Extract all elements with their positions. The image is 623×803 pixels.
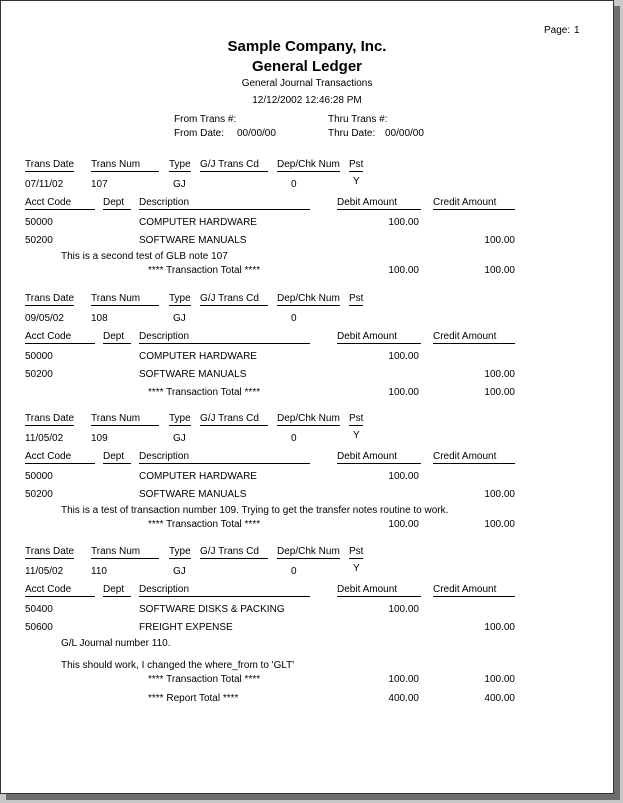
col-header-acct-code: Acct Code xyxy=(25,331,72,342)
credit-amount: 100.00 xyxy=(484,235,515,246)
posted-flag: Y xyxy=(353,563,360,574)
dep-chk-num: 0 xyxy=(291,566,297,577)
col-header-underline xyxy=(433,343,515,344)
col-header-underline xyxy=(349,425,363,426)
col-header-underline xyxy=(169,558,191,559)
col-header-underline xyxy=(200,558,268,559)
col-header-type: Type xyxy=(169,546,191,557)
col-header-underline xyxy=(277,558,340,559)
report-datetime: 12/12/2002 12:46:28 PM xyxy=(252,95,362,106)
col-header-underline xyxy=(139,463,310,464)
col-header-underline xyxy=(349,171,363,172)
from-date-label: From Date: xyxy=(174,128,225,139)
debit-amount: 100.00 xyxy=(388,351,419,362)
col-header-underline xyxy=(25,171,74,172)
thru-date-value: 00/00/00 xyxy=(385,128,424,139)
col-header-underline xyxy=(349,305,363,306)
transaction-note: This should work, I changed the where_from to 'GLT' xyxy=(61,660,295,671)
line-description: SOFTWARE DISKS & PACKING xyxy=(139,604,285,615)
col-header-underline xyxy=(103,596,131,597)
transaction-total-debit: 100.00 xyxy=(388,265,419,276)
col-header-underline xyxy=(139,209,310,210)
line-description: SOFTWARE MANUALS xyxy=(139,489,247,500)
line-description: COMPUTER HARDWARE xyxy=(139,471,257,482)
trans-num: 109 xyxy=(91,433,108,444)
credit-amount: 100.00 xyxy=(484,622,515,633)
posted-flag: Y xyxy=(353,430,360,441)
transaction-total-debit: 100.00 xyxy=(388,674,419,685)
col-header-gj-trans-cd: G/J Trans Cd xyxy=(200,159,259,170)
trans-type: GJ xyxy=(173,313,186,324)
trans-num: 108 xyxy=(91,313,108,324)
col-header-underline xyxy=(200,425,268,426)
trans-date: 07/11/02 xyxy=(25,179,64,190)
dep-chk-num: 0 xyxy=(291,313,297,324)
transaction-total-debit: 100.00 xyxy=(388,519,419,530)
acct-code: 50200 xyxy=(25,369,53,380)
from-date-value: 00/00/00 xyxy=(237,128,276,139)
page-number: 1 xyxy=(574,25,580,36)
col-header-pst: Pst xyxy=(349,546,364,557)
col-header-underline xyxy=(25,425,74,426)
col-header-underline xyxy=(200,171,268,172)
col-header-underline xyxy=(433,209,515,210)
col-header-trans-date: Trans Date xyxy=(25,546,75,557)
acct-code: 50200 xyxy=(25,489,53,500)
col-header-debit-amount: Debit Amount xyxy=(337,584,398,595)
col-header-credit-amount: Credit Amount xyxy=(433,451,497,462)
col-header-underline xyxy=(25,463,95,464)
col-header-underline xyxy=(337,596,421,597)
transaction-total-credit: 100.00 xyxy=(484,265,515,276)
credit-amount: 100.00 xyxy=(484,369,515,380)
company-name: Sample Company, Inc. xyxy=(227,38,387,55)
transaction-total-label: **** Transaction Total **** xyxy=(148,387,261,398)
page-label: Page: xyxy=(544,25,571,36)
col-header-underline xyxy=(349,558,363,559)
transaction-total-credit: 100.00 xyxy=(484,387,515,398)
col-header-dept: Dept xyxy=(103,197,125,208)
col-header-description: Description xyxy=(139,331,190,342)
col-header-dep-chk-num: Dep/Chk Num xyxy=(277,159,340,170)
col-header-underline xyxy=(337,209,421,210)
col-header-underline xyxy=(337,343,421,344)
transaction-total-debit: 100.00 xyxy=(388,387,419,398)
transaction-note: This is a test of transaction number 109. Trying to get the transfer notes routine to work. xyxy=(61,505,449,516)
col-header-underline xyxy=(103,463,131,464)
col-header-underline xyxy=(337,463,421,464)
col-header-dept: Dept xyxy=(103,451,125,462)
col-header-underline xyxy=(169,305,191,306)
col-header-trans-date: Trans Date xyxy=(25,159,75,170)
col-header-underline xyxy=(91,171,159,172)
line-description: FREIGHT EXPENSE xyxy=(139,622,233,633)
col-header-trans-date: Trans Date xyxy=(25,413,75,424)
trans-date: 09/05/02 xyxy=(25,313,64,324)
col-header-acct-code: Acct Code xyxy=(25,197,72,208)
acct-code: 50000 xyxy=(25,351,53,362)
col-header-trans-num: Trans Num xyxy=(91,546,141,557)
col-header-debit-amount: Debit Amount xyxy=(337,331,398,342)
trans-type: GJ xyxy=(173,566,186,577)
report-title: General Ledger xyxy=(251,58,363,75)
transaction-total-credit: 100.00 xyxy=(484,519,515,530)
col-header-gj-trans-cd: G/J Trans Cd xyxy=(200,546,259,557)
acct-code: 50400 xyxy=(25,604,53,615)
report-total-credit: 400.00 xyxy=(484,693,515,704)
transaction-note: This is a second test of GLB note 107 xyxy=(61,251,228,262)
col-header-underline xyxy=(277,171,340,172)
transaction-total-label: **** Transaction Total **** xyxy=(148,519,261,530)
dep-chk-num: 0 xyxy=(291,179,297,190)
col-header-underline xyxy=(25,209,95,210)
col-header-dep-chk-num: Dep/Chk Num xyxy=(277,293,340,304)
col-header-trans-date: Trans Date xyxy=(25,293,75,304)
col-header-underline xyxy=(139,596,310,597)
col-header-gj-trans-cd: G/J Trans Cd xyxy=(200,413,259,424)
col-header-underline xyxy=(103,343,131,344)
trans-type: GJ xyxy=(173,433,186,444)
col-header-trans-num: Trans Num xyxy=(91,293,141,304)
col-header-pst: Pst xyxy=(349,293,364,304)
transaction-note: G/L Journal number 110. xyxy=(61,638,171,649)
col-header-underline xyxy=(200,305,268,306)
col-header-underline xyxy=(139,343,310,344)
col-header-debit-amount: Debit Amount xyxy=(337,197,398,208)
col-header-dept: Dept xyxy=(103,331,125,342)
col-header-underline xyxy=(25,343,95,344)
col-header-trans-num: Trans Num xyxy=(91,413,141,424)
col-header-dep-chk-num: Dep/Chk Num xyxy=(277,546,340,557)
trans-num: 107 xyxy=(91,179,108,190)
trans-num: 110 xyxy=(91,566,107,577)
col-header-underline xyxy=(25,596,95,597)
col-header-underline xyxy=(277,425,340,426)
col-header-acct-code: Acct Code xyxy=(25,584,72,595)
col-header-dep-chk-num: Dep/Chk Num xyxy=(277,413,340,424)
debit-amount: 100.00 xyxy=(388,604,419,615)
debit-amount: 100.00 xyxy=(388,217,419,228)
line-description: SOFTWARE MANUALS xyxy=(139,235,247,246)
acct-code: 50600 xyxy=(25,622,53,633)
col-header-gj-trans-cd: G/J Trans Cd xyxy=(200,293,259,304)
col-header-underline xyxy=(25,558,74,559)
col-header-pst: Pst xyxy=(349,413,364,424)
col-header-credit-amount: Credit Amount xyxy=(433,584,497,595)
trans-date: 11/05/02 xyxy=(25,433,64,444)
report-subtitle: General Journal Transactions xyxy=(241,78,373,89)
acct-code: 50000 xyxy=(25,217,53,228)
col-header-description: Description xyxy=(139,584,190,595)
line-description: COMPUTER HARDWARE xyxy=(139,217,257,228)
col-header-debit-amount: Debit Amount xyxy=(337,451,398,462)
col-header-underline xyxy=(169,425,191,426)
col-header-type: Type xyxy=(169,293,191,304)
col-header-underline xyxy=(433,596,515,597)
col-header-type: Type xyxy=(169,159,191,170)
transaction-total-label: **** Transaction Total **** xyxy=(148,265,261,276)
col-header-underline xyxy=(103,209,131,210)
col-header-underline xyxy=(91,558,159,559)
col-header-credit-amount: Credit Amount xyxy=(433,197,497,208)
from-trans-label: From Trans #: xyxy=(174,114,237,125)
col-header-dept: Dept xyxy=(103,584,125,595)
col-header-underline xyxy=(433,463,515,464)
col-header-underline xyxy=(277,305,340,306)
col-header-type: Type xyxy=(169,413,191,424)
col-header-underline xyxy=(169,171,191,172)
col-header-description: Description xyxy=(139,197,190,208)
col-header-credit-amount: Credit Amount xyxy=(433,331,497,342)
trans-type: GJ xyxy=(173,179,186,190)
report-total-debit: 400.00 xyxy=(388,693,419,704)
dep-chk-num: 0 xyxy=(291,433,297,444)
report-total-label: **** Report Total **** xyxy=(148,693,239,704)
trans-date: 11/05/02 xyxy=(25,566,64,577)
col-header-underline xyxy=(25,305,74,306)
posted-flag: Y xyxy=(353,176,360,187)
line-description: COMPUTER HARDWARE xyxy=(139,351,257,362)
col-header-underline xyxy=(91,305,159,306)
credit-amount: 100.00 xyxy=(484,489,515,500)
acct-code: 50000 xyxy=(25,471,53,482)
col-header-acct-code: Acct Code xyxy=(25,451,72,462)
thru-trans-label: Thru Trans #: xyxy=(328,114,388,125)
col-header-pst: Pst xyxy=(349,159,364,170)
transaction-total-label: **** Transaction Total **** xyxy=(148,674,261,685)
debit-amount: 100.00 xyxy=(388,471,419,482)
thru-date-label: Thru Date: xyxy=(328,128,376,139)
line-description: SOFTWARE MANUALS xyxy=(139,369,247,380)
acct-code: 50200 xyxy=(25,235,53,246)
transaction-total-credit: 100.00 xyxy=(484,674,515,685)
col-header-description: Description xyxy=(139,451,190,462)
col-header-trans-num: Trans Num xyxy=(91,159,141,170)
col-header-underline xyxy=(91,425,159,426)
